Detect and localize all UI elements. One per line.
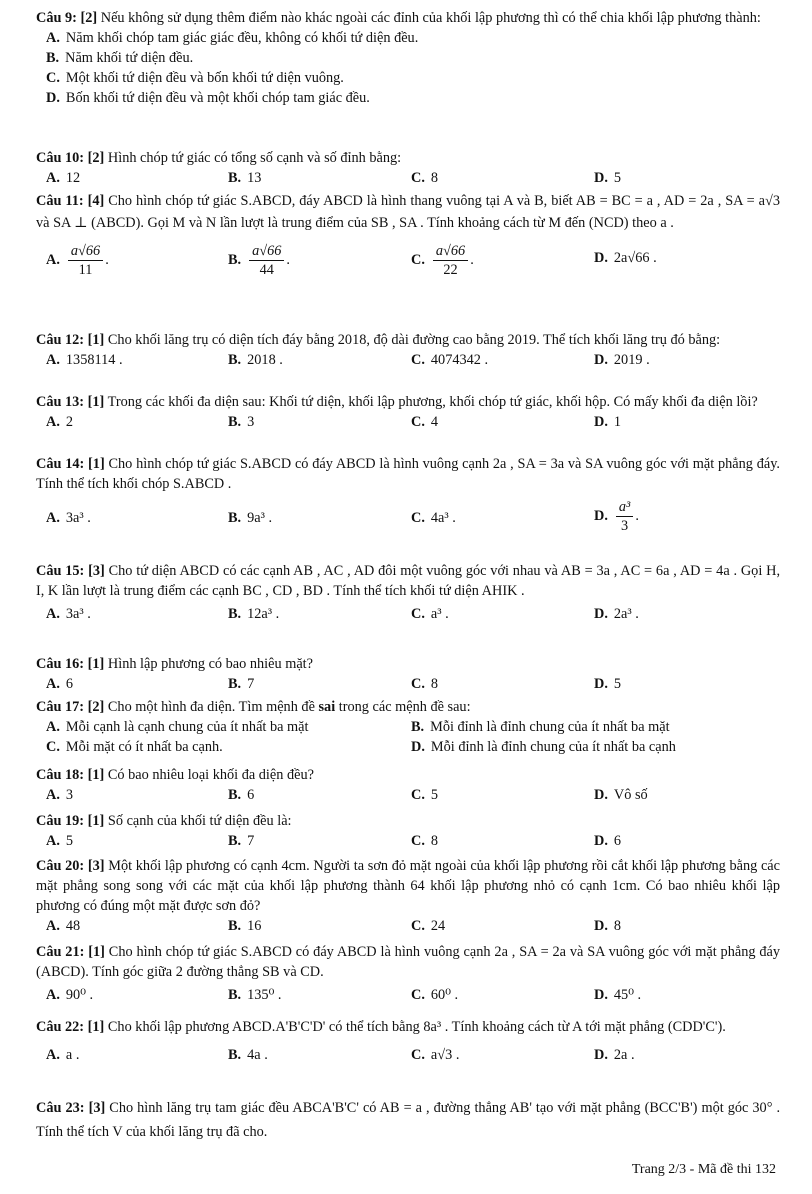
option-key: C. [411, 1047, 425, 1063]
option-text: Vô số [613, 787, 648, 803]
option-d [594, 412, 621, 432]
option-b [228, 604, 279, 624]
option-b: B. $\frac{a√66}{44}$ . [228, 243, 290, 278]
option-text: 2a . [613, 1047, 635, 1063]
page-footer: Trang 2/3 - Mã đề thi 132 [631, 1162, 776, 1177]
option-text: 5 [613, 676, 622, 692]
question-16 [36, 654, 780, 694]
option-a [46, 604, 91, 624]
option-text: a³ . [430, 606, 449, 622]
option-text: Năm khối tứ diện đều. [65, 50, 194, 66]
question-level: [1] [87, 813, 105, 829]
question-level: [1] [87, 394, 105, 410]
option-a [46, 674, 73, 694]
option-text: Năm khối chóp tam giác giác đều, không có khối tứ diện đều. [65, 30, 419, 46]
fraction [433, 242, 468, 279]
question-14 [36, 454, 780, 538]
option-c [411, 168, 438, 188]
question-stem: Cho khối lập phương ABCD.A'B'C'D' có thể tích bằng 8a³ . Tính khoảng cách từ A tới mặt phẳng (CDD'C'). [107, 1019, 726, 1035]
option-key: D. [594, 250, 608, 266]
option-text: 60⁰ . [430, 987, 459, 1003]
question-stem: Nếu không sử dụng thêm điểm nào khác ngoài các đỉnh của khối lập phương thì có thể chia khối lập phương thành: [100, 10, 761, 26]
question-21 [36, 942, 780, 1008]
option-d [594, 248, 657, 268]
option-d [411, 737, 676, 757]
question-label: Câu 19: [36, 813, 85, 829]
option-key: A. [46, 918, 60, 934]
option-key: B. [228, 1047, 242, 1063]
option-key: D. [411, 739, 425, 755]
option-d [594, 985, 641, 1005]
question-stem: Cho hình chóp tứ giác S.ABCD có đáy ABCD là hình vuông cạnh 2a , SA = 2a và SA vuông góc với mặt phẳng đáy (ABCD). Tính góc giữa 2 đường thẳng SB và CD. [36, 944, 781, 980]
option-key: D. [594, 170, 608, 186]
option-key: C. [411, 676, 425, 692]
option-text: a . [65, 1047, 80, 1063]
option-d [594, 831, 621, 851]
option-text: a√3 . [430, 1047, 460, 1063]
question-stem: Một khối lập phương có cạnh 4cm. Người ta sơn đỏ mặt ngoài của khối lập phương rồi cắt khối lập phương bằng các mặt phẳng song song với các mặt của khối lập phương thành 64 khối lập phương nhỏ có cạnh 1cm. Có bao nhiêu khối lập phương có đúng một mặt được sơn đỏ? [36, 858, 781, 914]
option-b [228, 508, 272, 528]
option-text: 2018 . [247, 352, 283, 368]
option-key: D. [594, 606, 608, 622]
option-key: B. [228, 833, 242, 849]
option-text: 4a . [247, 1047, 268, 1063]
question-stem: Cho một hình đa diện. Tìm mệnh đề [107, 699, 319, 715]
option-text: 45⁰ . [613, 987, 642, 1003]
option-c [411, 508, 456, 528]
option-key: C. [411, 833, 425, 849]
question-label: Câu 13: [36, 394, 85, 410]
question-stem: Cho hình chóp tứ giác S.ABCD, đáy ABCD là hình thang vuông tại A và B, biết AB = BC = a , AD = 2a , SA = a√3 và SA ⊥ (ABCD). Gọi M và N lần lượt là trung điểm của SB , SA . Tính khoảng cách từ M đến (NCD) theo a . [36, 193, 780, 231]
question-stem: Có bao nhiêu loại khối đa diện đều? [107, 767, 314, 783]
option-key: B. [228, 510, 242, 526]
option-text: 2a√66 . [613, 250, 657, 266]
option-text: 16 [247, 918, 262, 934]
question-label: Câu 21: [36, 944, 85, 960]
option-d [594, 916, 621, 936]
option-key: B. [228, 918, 242, 934]
option-text: 24 [430, 918, 446, 934]
option-c [411, 985, 458, 1005]
option-a [46, 350, 123, 370]
option-text: Một khối tứ diện đều và bốn khối tứ diện vuông. [65, 70, 344, 86]
question-stem: Cho hình lăng trụ tam giác đều ABCA'B'C' có AB = a , đường thẳng AB' tạo với mặt phẳng (BCC'B') một góc 30° . Tính thể tích V của khối lăng trụ đã cho. [36, 1100, 781, 1140]
question-12 [36, 330, 780, 370]
option-c: C. $\frac{a√66}{22}$ . [411, 243, 474, 278]
option-key: D. [594, 787, 608, 803]
option-a [36, 28, 780, 48]
option-text: 3 [65, 787, 74, 803]
option-key: C. [46, 739, 60, 755]
question-15 [36, 561, 780, 627]
option-key: A. [46, 170, 60, 186]
option-b [411, 717, 670, 737]
option-a [46, 717, 308, 737]
question-19 [36, 811, 780, 851]
option-d [594, 1045, 635, 1065]
question-stem: Hình lập phương có bao nhiêu mặt? [107, 656, 313, 672]
option-key: A. [46, 833, 60, 849]
option-text: 2019 . [613, 352, 650, 368]
option-key: A. [46, 719, 60, 735]
question-label: Câu 20: [36, 858, 85, 874]
option-key: A. [46, 510, 60, 526]
option-b [228, 168, 261, 188]
option-key: D. [594, 987, 608, 1003]
option-key: C. [411, 352, 425, 368]
question-level: [1] [87, 767, 105, 783]
option-text: 1 [613, 414, 622, 430]
option-d [36, 88, 780, 108]
option-text: 4 [430, 414, 439, 430]
option-text: 5 [430, 787, 439, 803]
option-key: B. [228, 170, 242, 186]
option-key: C. [411, 918, 425, 934]
question-label: Câu 16: [36, 656, 85, 672]
question-level: [1] [88, 944, 105, 960]
question-13 [36, 392, 780, 432]
question-stem-end: trong các mệnh đề sau: [335, 699, 471, 715]
question-label: Câu 18: [36, 767, 85, 783]
option-text: Mỗi mặt có ít nhất ba cạnh. [65, 739, 223, 755]
question-level: [2] [87, 699, 105, 715]
question-label: Câu 9: [36, 10, 77, 26]
option-text: 3 [247, 414, 255, 430]
option-key: C. [411, 787, 425, 803]
question-label: Câu 23: [36, 1100, 85, 1116]
option-c [411, 785, 438, 805]
option-text: 3a³ . [65, 606, 91, 622]
question-level: [3] [87, 858, 105, 874]
question-label: Câu 11: [36, 193, 84, 209]
option-text: 48 [65, 918, 81, 934]
fraction-numerator: a√66 [249, 242, 284, 261]
option-key: C. [411, 251, 425, 268]
option-key: A. [46, 30, 60, 46]
option-text: 12a³ . [247, 606, 280, 622]
option-text: 90⁰ . [65, 987, 94, 1003]
option-b [228, 1045, 268, 1065]
option-c [46, 737, 223, 757]
option-a [46, 508, 91, 528]
option-a [46, 168, 80, 188]
option-key: A. [46, 787, 60, 803]
option-key: B. [228, 676, 242, 692]
option-b [228, 985, 281, 1005]
option-key: C. [411, 510, 425, 526]
option-text: 135⁰ . [247, 987, 282, 1003]
option-text: 5 [65, 833, 74, 849]
option-key: D. [594, 507, 608, 524]
fraction-numerator: a√66 [68, 242, 103, 261]
question-label: Câu 12: [36, 332, 85, 348]
question-stem: Hình chóp tứ giác có tổng số cạnh và số đỉnh bằng: [107, 150, 402, 166]
question-10 [36, 148, 780, 188]
option-key: D. [594, 352, 608, 368]
question-level: [1] [88, 456, 105, 472]
fraction [68, 242, 103, 279]
question-label: Câu 14: [36, 456, 85, 472]
option-a [46, 985, 93, 1005]
option-key: A. [46, 1047, 60, 1063]
option-text: 4a³ . [430, 510, 456, 526]
question-level: [3] [88, 1100, 106, 1116]
question-17 [36, 697, 780, 757]
fraction-denominator: 11 [78, 262, 93, 278]
option-text: 9a³ . [247, 510, 273, 526]
option-key: B. [228, 787, 242, 803]
question-20 [36, 856, 780, 936]
option-text: Mỗi cạnh là cạnh chung của ít nhất ba mặt [65, 719, 309, 735]
option-key: D. [594, 414, 608, 430]
option-text: 1358114 . [65, 352, 123, 368]
option-b [228, 350, 283, 370]
option-a [46, 412, 73, 432]
option-d: D. $\frac{\text{a³}}{3}$ . [594, 499, 639, 534]
option-c [411, 916, 445, 936]
option-d [594, 785, 648, 805]
option-key: D. [594, 676, 608, 692]
option-text: 13 [247, 170, 262, 186]
question-level: [2] [80, 10, 98, 26]
option-c [411, 412, 438, 432]
option-b [228, 785, 254, 805]
question-stem: Cho hình chóp tứ giác S.ABCD có đáy ABCD là hình vuông cạnh 2a , SA = 3a và SA vuông góc với mặt phẳng đáy. Tính thể tích khối chóp S.ABCD . [36, 456, 781, 492]
option-a [46, 1045, 79, 1065]
option-d [594, 674, 621, 694]
option-key: A. [46, 606, 60, 622]
question-stem: Cho khối lăng trụ có diện tích đáy bằng 2018, độ dài đường cao bằng 2019. Thể tích khối lăng trụ đó bằng: [107, 332, 721, 348]
option-text: 3a³ . [65, 510, 91, 526]
option-d [594, 350, 650, 370]
option-key: B. [411, 719, 425, 735]
emphasis: sai [318, 699, 336, 715]
question-label: Câu 22: [36, 1019, 85, 1035]
option-key: A. [46, 251, 60, 268]
option-key: B. [228, 606, 242, 622]
fraction [616, 498, 633, 535]
option-text: 2 [65, 414, 74, 430]
question-level: [2] [87, 150, 105, 166]
option-c [411, 604, 449, 624]
option-c [411, 674, 438, 694]
fraction-numerator: a√66 [433, 242, 468, 261]
fraction-denominator: 44 [259, 262, 274, 278]
option-key: C. [411, 414, 425, 430]
option-text: 4074342 . [430, 352, 489, 368]
option-key: C. [46, 70, 60, 86]
option-key: D. [594, 918, 608, 934]
question-22 [36, 1016, 780, 1068]
option-text: 8 [430, 170, 439, 186]
question-level: [1] [87, 656, 105, 672]
option-text: Mỗi đỉnh là đỉnh chung của ít nhất ba cạnh [430, 739, 676, 755]
option-text: 8 [430, 833, 439, 849]
option-a [46, 785, 73, 805]
option-key: C. [411, 606, 425, 622]
option-text: 5 [613, 170, 622, 186]
option-key: C. [411, 170, 425, 186]
question-label: Câu 17: [36, 699, 85, 715]
option-text: 6 [613, 833, 622, 849]
option-key: B. [228, 414, 242, 430]
option-c [411, 350, 488, 370]
option-key: D. [46, 90, 60, 106]
option-key: C. [411, 987, 425, 1003]
option-c [411, 1045, 459, 1065]
option-key: A. [46, 676, 60, 692]
option-b [228, 674, 254, 694]
option-text: Bốn khối tứ diện đều và một khối chóp tam giác đều. [65, 90, 370, 106]
question-level: [1] [87, 1019, 105, 1035]
option-c [36, 68, 780, 88]
option-c [411, 831, 438, 851]
option-text: 7 [247, 676, 255, 692]
fraction-denominator: 22 [443, 262, 458, 278]
option-a [46, 916, 80, 936]
option-text: 12 [65, 170, 81, 186]
option-key: B. [46, 50, 60, 66]
question-level: [4] [87, 193, 105, 209]
question-level: [1] [87, 332, 105, 348]
option-b [228, 831, 254, 851]
question-level: [3] [88, 563, 105, 579]
option-key: A. [46, 352, 60, 368]
option-key: A. [46, 987, 60, 1003]
option-b [36, 48, 780, 68]
option-key: D. [594, 833, 608, 849]
option-key: B. [228, 987, 242, 1003]
option-a: A. $\frac{a√66}{11}$ . [46, 243, 109, 278]
option-text: 8 [430, 676, 439, 692]
question-stem: Cho tứ diện ABCD có các cạnh AB , AC , AD đôi một vuông góc với nhau và AB = 3a , AC = 6a , AD = 4a . Gọi H, I, K lần lượt là trung điểm các cạnh BC , CD , BD . Tính thể tích khối tứ diện AHIK . [36, 563, 781, 599]
option-text: Mỗi đỉnh là đỉnh chung của ít nhất ba mặt [430, 719, 670, 735]
option-text: 6 [65, 676, 74, 692]
question-9 [36, 8, 780, 108]
option-key: B. [228, 251, 242, 268]
fraction [249, 242, 284, 279]
option-b [228, 412, 254, 432]
question-label: Câu 15: [36, 563, 85, 579]
option-d [594, 168, 621, 188]
option-text: 7 [247, 833, 255, 849]
fraction-numerator: a³ [616, 498, 633, 517]
option-text: 6 [247, 787, 255, 803]
option-key: B. [228, 352, 242, 368]
option-key: D. [594, 1047, 608, 1063]
question-stem: Số cạnh của khối tứ diện đều là: [107, 813, 292, 829]
question-stem: Trong các khối đa diện sau: Khối tứ diện, khối lập phương, khối chóp tứ giác, khối hộp. Có mấy khối đa diện lồi? [107, 394, 758, 410]
question-18 [36, 765, 780, 805]
question-11 [36, 190, 780, 282]
question-23 [36, 1096, 780, 1144]
option-text: 2a³ . [613, 606, 639, 622]
option-a [46, 831, 73, 851]
option-key: A. [46, 414, 60, 430]
option-d [594, 604, 639, 624]
option-text: 8 [613, 918, 622, 934]
option-b [228, 916, 261, 936]
fraction-denominator: 3 [621, 518, 629, 534]
question-label: Câu 10: [36, 150, 85, 166]
